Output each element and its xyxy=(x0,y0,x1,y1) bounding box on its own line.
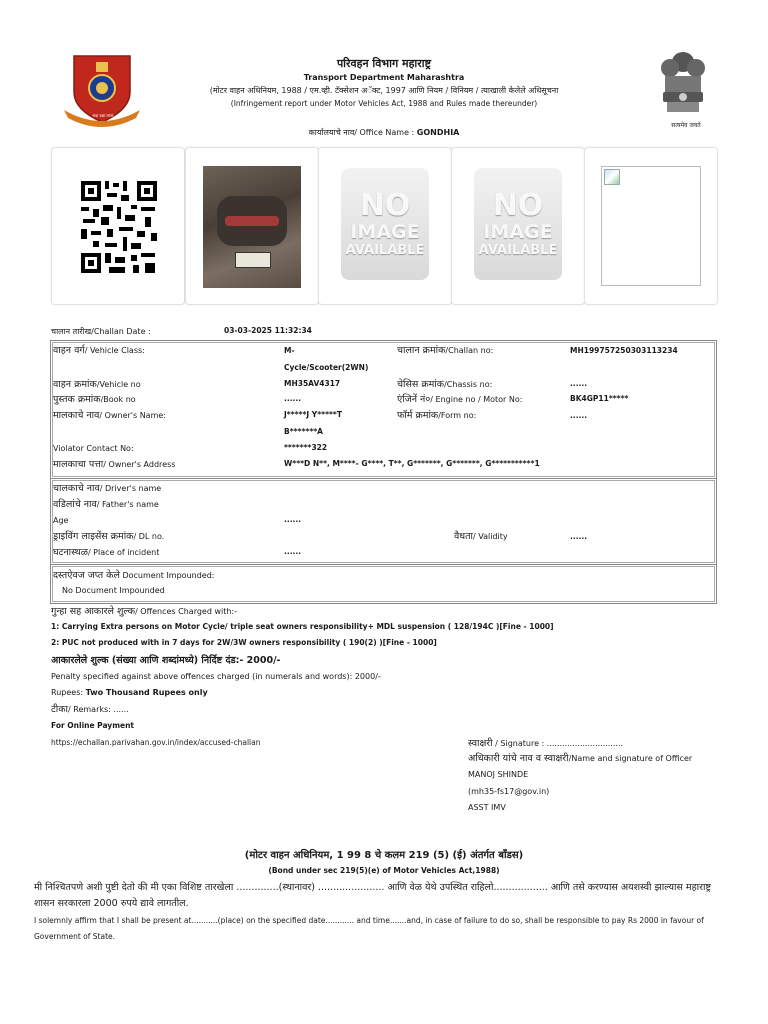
father-name-label: वडिलांचे नाव/ Father's name xyxy=(53,499,159,510)
broken-image-icon xyxy=(604,169,620,185)
form-no-value: ...... xyxy=(570,411,588,420)
officer-name-signature-label: अधिकारी यांचे नाव व स्वाक्षरी/Name and signature of Officer xyxy=(468,753,693,764)
header-title-en: Transport Department Maharashtra xyxy=(303,73,465,82)
validity-label: वैधता/ Validity xyxy=(454,531,508,542)
header-subtitle-mr: (मोटर वाहन अधिनियम, 1988 / एम.व्ही. टॅक्सेशन अॅक्ट, 1997 आणि नियम / विनियम / त्याखाली केलेले अधिसूचना xyxy=(209,86,559,95)
age-value: ...... xyxy=(284,515,302,524)
broken-image-panel xyxy=(584,147,718,305)
chassis-label: चेसिस क्रमांक/Chassis no: xyxy=(397,379,493,390)
vehicle-photo xyxy=(203,166,301,288)
office-name-value: GONDHIA xyxy=(416,128,460,137)
qr-code-icon xyxy=(79,179,159,275)
owner-name-value-2: B*******A xyxy=(284,427,323,436)
engine-no-value: BK4GP11***** xyxy=(570,394,629,403)
place-of-incident-value: ...... xyxy=(284,547,302,556)
violator-contact-label: Violator Contact No: xyxy=(53,444,134,453)
validity-value: ...... xyxy=(570,532,588,541)
challan-no-label: चालान क्रमांक/Challan no: xyxy=(397,345,494,356)
driver-name-label: चालकाचे नाव/ Driver's name xyxy=(53,483,162,494)
challan-no-value: MH19975725030311323​4 xyxy=(570,346,678,355)
document-impounded-label: दस्तऐवज जप्त केले Document Impounded: xyxy=(53,570,215,581)
book-no-label: पुस्तक क्रमांक/Book no xyxy=(53,394,136,405)
header-subtitle-en: (Infringement report under Motor Vehicles Act, 1988 and Rules made thereunder) xyxy=(230,99,538,108)
left-logo-caption: सदा रक्षा तत्पर xyxy=(92,113,114,118)
emblem-caption: सत्यमेव जयते xyxy=(671,122,701,129)
officer-designation: ASST IMV xyxy=(468,803,506,812)
bond-title-mr: (मोटर वाहन अधिनियम, 1 99 8 चे कलम 219 (5) (ई) अंतर्गत बॉंडस) xyxy=(244,850,524,861)
challan-date-value: 03-03-2025 11:32:34 xyxy=(224,326,312,335)
vehicle-class-value-2: Cycle/Scooter(2WN) xyxy=(284,363,369,372)
violator-contact-value: *******322 xyxy=(284,443,328,452)
number-plate xyxy=(235,252,271,268)
vehicle-class-label: वाहन वर्ग/ Vehicle Class: xyxy=(53,345,145,356)
officer-email: (mh35-fs17@gov.in) xyxy=(468,787,550,796)
dl-no-label: ड्राइविंग लाइसेंस क्रमांक/ DL no. xyxy=(53,531,165,542)
bond-text-mr: मी निश्चितपणे अशी पुष्टी देतो की मी एका विशिष्ट तारखेला ..............(स्थानावर) ...................... आणि वेळ येथे उपस्थित राहिलो.................. आणि तसे करण्यास अयशस्वी झाल्यास महाराष्ट्र शासन सरकारला 2000 रुपये द्यावे लागतील. xyxy=(34,882,712,909)
offence-item-2: 2: PUC not produced with in 7 days for 2W/3W owners responsibility ( 190(2) )[Fine - 1000] xyxy=(51,638,437,647)
office-name-label: कार्यालयाचे नाव/ Office Name : xyxy=(308,128,417,137)
officer-name: MANOJ SHINDE xyxy=(468,770,529,779)
no-image-placeholder: NO IMAGE AVAILABLE xyxy=(341,168,429,280)
vehicle-photo-panel xyxy=(185,147,319,305)
document-impounded-value: No Document Impounded xyxy=(62,586,165,595)
qr-code-panel xyxy=(51,147,185,305)
challan-date-label: चालान तारीख/Challan Date : xyxy=(51,327,151,336)
vehicle-class-value-1: M- xyxy=(284,346,295,355)
no-image-panel-2 xyxy=(451,147,585,305)
broken-image-frame xyxy=(601,166,701,286)
rupees-line: Rupees: Two Thousand Rupees only xyxy=(51,688,208,697)
penalty-mr: आकारलेले शुल्क (संख्या आणि शब्दांमध्ये) निर्दिष्ट दंड:- 2000/- xyxy=(51,655,281,666)
vehicle-no-label: वाहन क्रमांक/Vehicle no xyxy=(53,379,141,390)
header-title-mr: परिवहन विभाग महाराष्ट्र xyxy=(336,57,432,70)
office-name-line xyxy=(0,127,768,138)
owner-name-value-1: J*****J Y*****T xyxy=(284,410,342,419)
no-image-placeholder: NO IMAGE AVAILABLE xyxy=(474,168,562,280)
offences-label: गुन्हा सह आकारले शुल्क/ Offences Charged with:- xyxy=(51,606,238,617)
chassis-value: ...... xyxy=(570,379,588,388)
online-payment-label: For Online Payment xyxy=(51,721,135,730)
owner-address-label: मालकाचा पत्ता/ Owner's Address xyxy=(53,459,176,470)
form-no-label: फॉर्म क्रमांक/Form no: xyxy=(397,410,477,421)
officer-signature-line: स्वाक्षरी / Signature : .............................. xyxy=(468,738,624,749)
bond-title-en: (Bond under sec 219(5)(e) of Motor Vehicles Act,1988) xyxy=(268,866,500,875)
bond-text-en: I solemnly affirm that I shall be present at...........(place) on the specified date............ and time.......and, in case of failure to do so, shall be responsible to pay Rs 2000 in favour of Government of State. xyxy=(34,916,704,941)
penalty-en: Penalty specified against above offences charged (in numerals and words): 2000/- xyxy=(51,672,381,681)
owner-name-label: मालकाचे नाव/ Owner's Name: xyxy=(53,410,166,421)
no-image-panel-1 xyxy=(318,147,452,305)
offence-item-1: 1: Carrying Extra persons on Motor Cycle/ triple seat owners responsibility+ MDL suspension ( 128/194C )[Fine - 1000] xyxy=(51,622,554,631)
place-of-incident-label: घटनास्थळ/ Place of incident xyxy=(53,547,160,558)
vehicle-no-value: MH35AV4317 xyxy=(284,379,341,388)
book-no-value: ...... xyxy=(284,394,302,403)
engine-no-label: एंजिनें नं०/ Engine no / Motor No: xyxy=(397,394,523,405)
remarks-line: टीका/ Remarks: ...... xyxy=(51,704,129,715)
owner-address-value: W***D N**, M****- G****, T**, G*******, G*******, G***********1 xyxy=(284,459,540,468)
age-label: Age xyxy=(53,516,69,525)
online-payment-link[interactable]: https://echallan.parivahan.gov.in/index/accused-challan xyxy=(51,738,261,747)
national-emblem xyxy=(655,48,711,128)
rupees-value: Two Thousand Rupees only xyxy=(85,688,208,697)
